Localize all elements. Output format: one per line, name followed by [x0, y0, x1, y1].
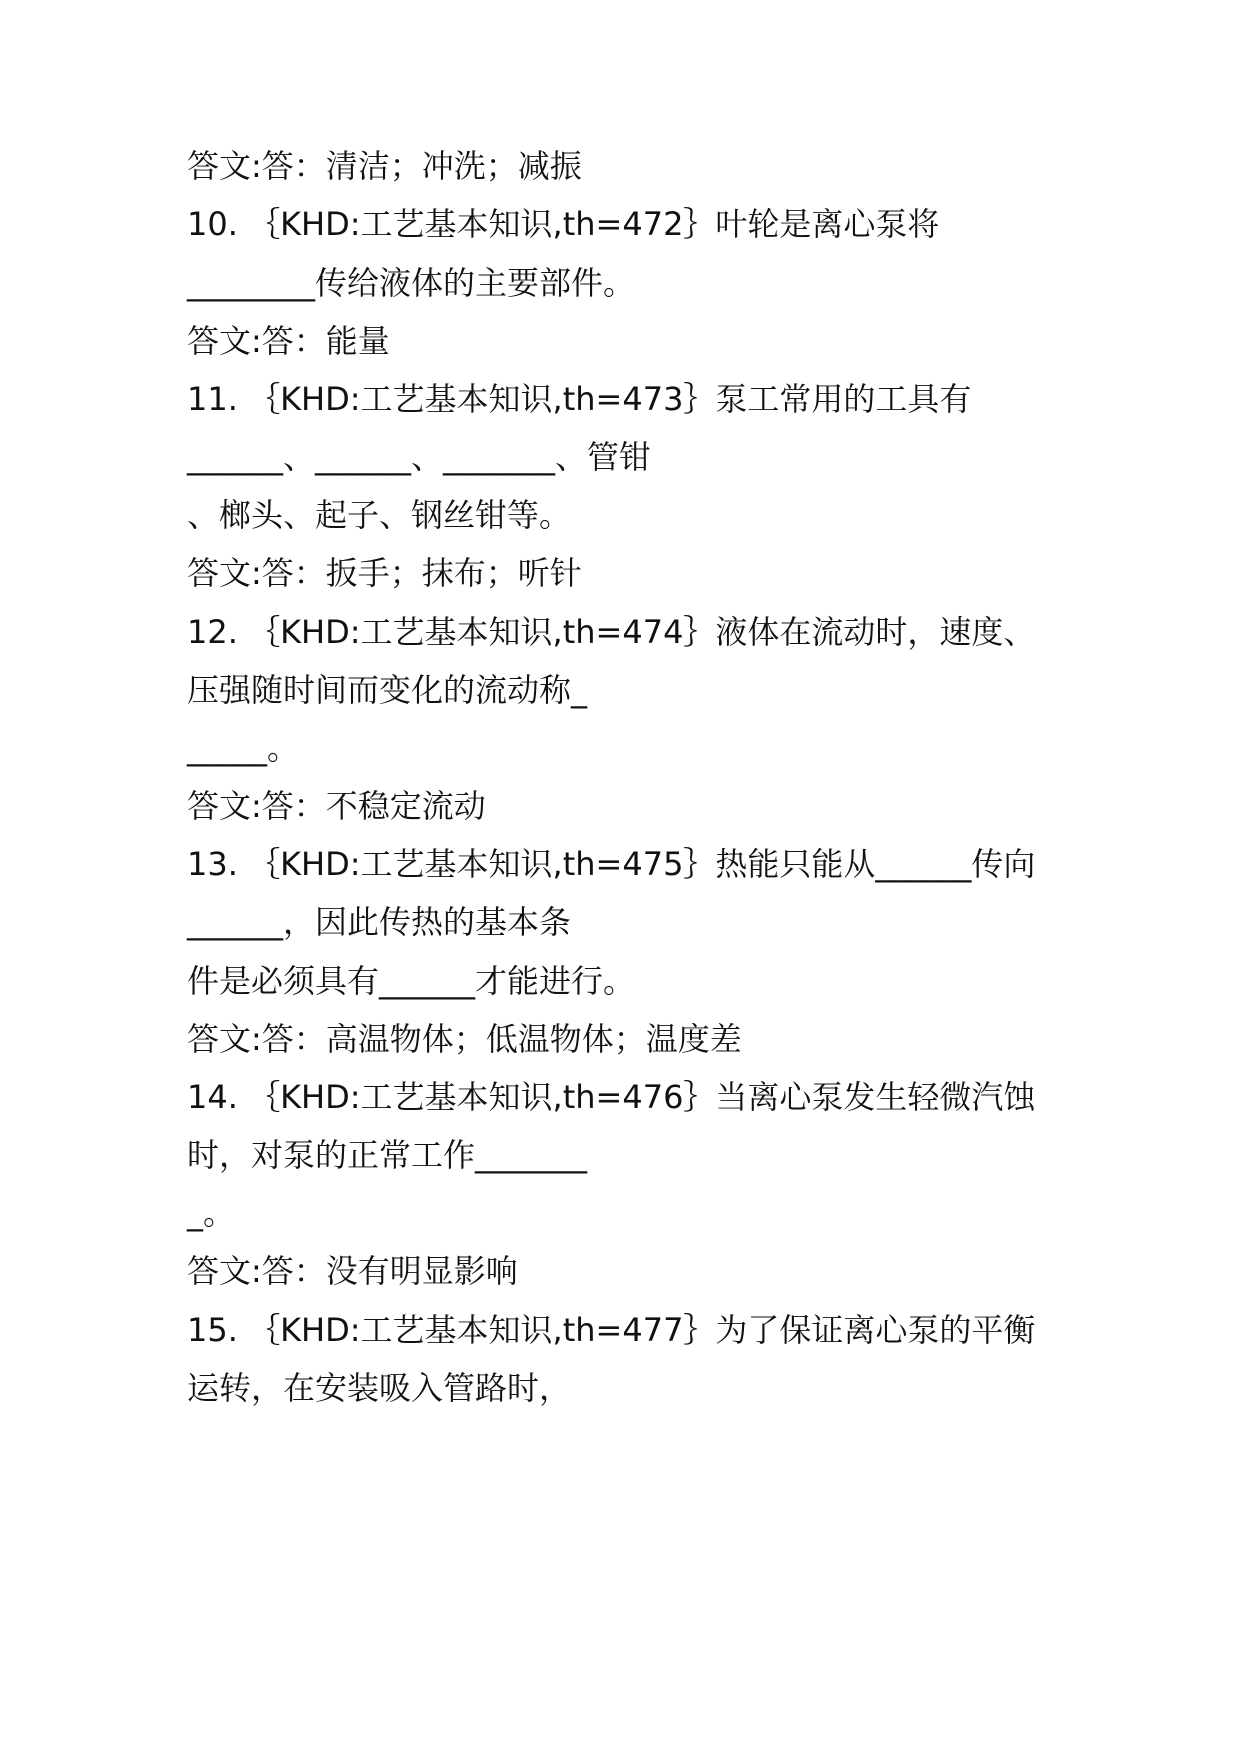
question-line: 13. ｛KHD:工艺基本知识,th=475｝热能只能从______传向	[187, 845, 1036, 883]
answer-line: 答文:答：扳手；抹布；听针	[187, 554, 582, 592]
question-line: 11. ｛KHD:工艺基本知识,th=473｝泵工常用的工具有	[187, 380, 972, 418]
question-line: 运转，在安装吸入管路时，	[187, 1369, 572, 1407]
answer-line: 答文:答：高温物体；低温物体；温度差	[187, 1020, 742, 1058]
question-line: 压强随时间而变化的流动称_	[187, 671, 588, 709]
question-line: ______，因此传热的基本条	[187, 903, 572, 941]
answer-line: 答文:答：没有明显影响	[187, 1252, 518, 1290]
question-line: 10. ｛KHD:工艺基本知识,th=472｝叶轮是离心泵将	[187, 205, 940, 243]
question-line: 14. ｛KHD:工艺基本知识,th=476｝当离心泵发生轻微汽蚀	[187, 1078, 1036, 1116]
answer-line: 答文:答：能量	[187, 322, 390, 360]
question-line: 、榔头、起子、钢丝钳等。	[187, 496, 572, 534]
question-line: 件是必须具有______才能进行。	[187, 962, 636, 1000]
question-line: ______、______、_______、管钳	[187, 438, 652, 476]
question-line: _。	[187, 1194, 236, 1232]
question-line: 15. ｛KHD:工艺基本知识,th=477｝为了保证离心泵的平衡	[187, 1311, 1036, 1349]
question-line: 12. ｛KHD:工艺基本知识,th=474｝液体在流动时，速度、	[187, 613, 1036, 651]
question-line: 时，对泵的正常工作_______	[187, 1136, 588, 1174]
question-line: ________传给液体的主要部件。	[187, 264, 636, 302]
answer-line: 答文:答：清洁；冲洗；减振	[187, 147, 582, 185]
answer-line: 答文:答：不稳定流动	[187, 787, 486, 825]
question-line: _____。	[187, 729, 300, 767]
